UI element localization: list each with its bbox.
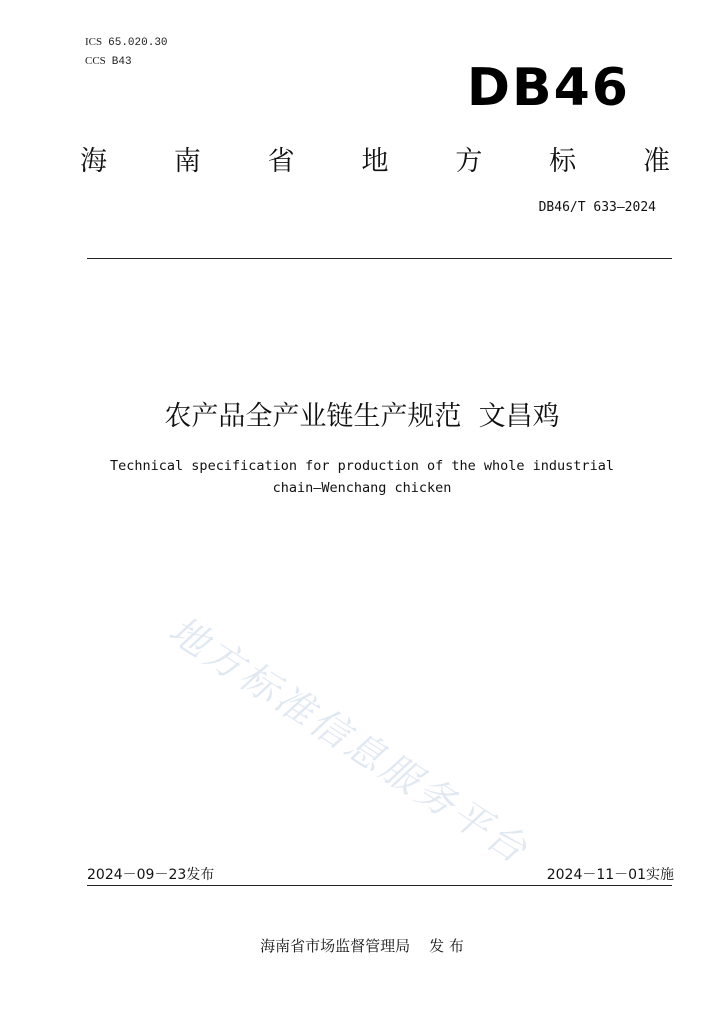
document-title-en-line1: Technical specification for production of the whole industrial: [110, 458, 614, 474]
publish-date: 2024－09－23发布: [87, 867, 215, 883]
standard-number: DB46/T 633—2024: [538, 200, 656, 215]
standard-type-title: [80, 138, 670, 178]
ccs-code: B43: [111, 56, 132, 68]
ics-line: [85, 36, 168, 49]
document-title-cn: 农产品全产业链生产规范 文昌鸡: [164, 401, 560, 432]
title-char: 省: [267, 145, 295, 177]
db-logo: DB46: [466, 58, 630, 118]
title-char: 方: [455, 145, 483, 177]
ics-label: ICS: [85, 36, 103, 48]
title-char: 南: [173, 145, 201, 177]
title-char: 地: [361, 145, 389, 177]
watermark: 地方标准信息服务平台: [161, 607, 538, 874]
issuer: 海南省市场监督管理局 发 布: [260, 937, 464, 955]
top-divider: [87, 258, 672, 259]
bottom-divider: [87, 885, 672, 886]
ics-code: 65.020.30: [108, 37, 168, 49]
implement-date: 2024－11－01实施: [546, 867, 674, 883]
ccs-line: [85, 55, 132, 68]
title-char: 准: [642, 145, 670, 177]
ccs-label: CCS: [85, 55, 106, 67]
document-title-en-line2: chain—Wenchang chicken: [272, 480, 452, 496]
title-char: 标: [549, 145, 577, 177]
title-char: 海: [80, 145, 107, 177]
